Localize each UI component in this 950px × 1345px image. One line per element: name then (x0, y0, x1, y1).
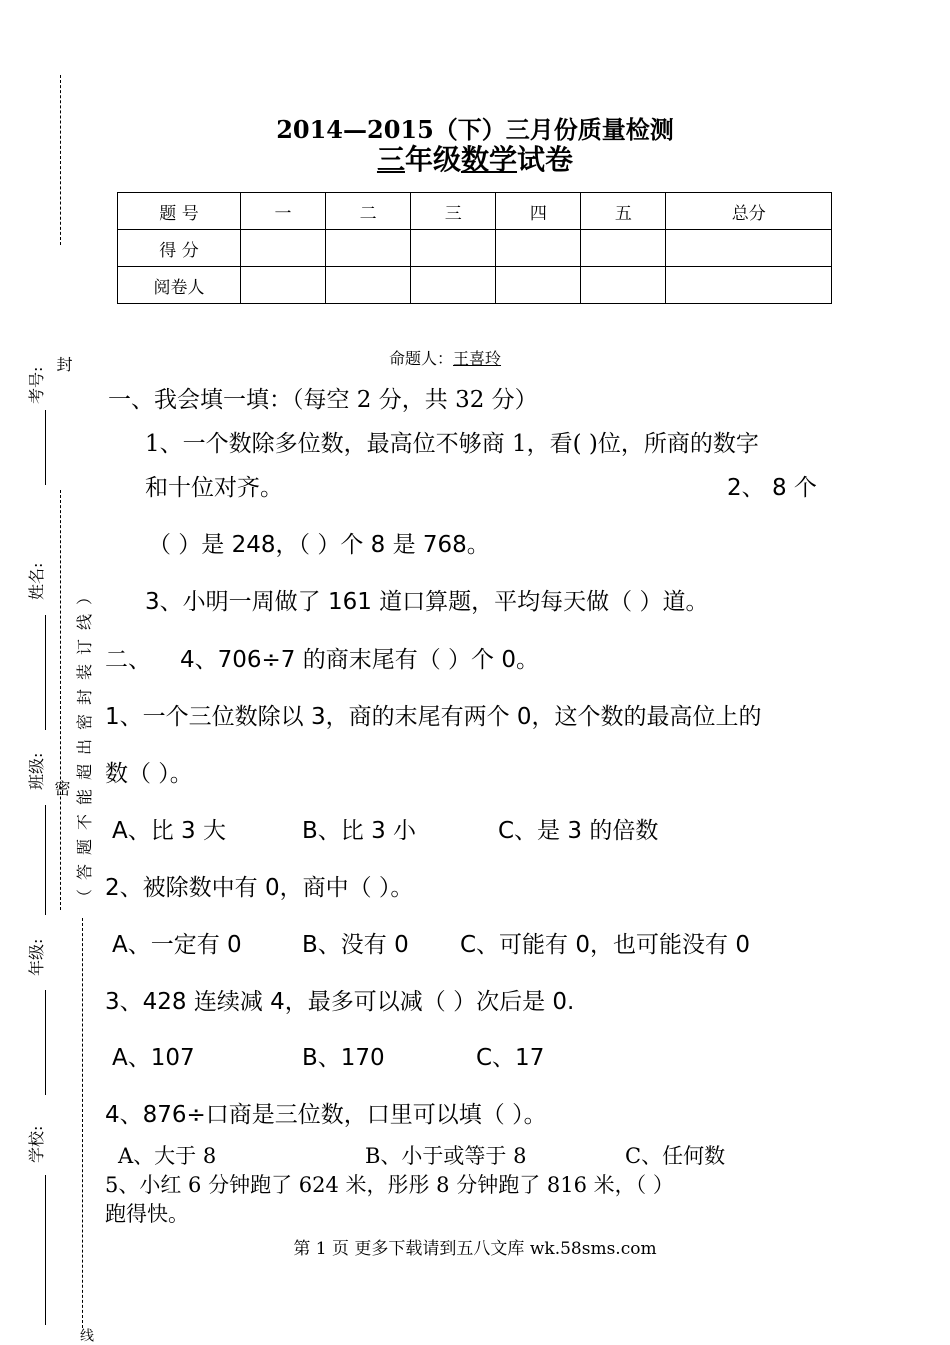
seal-char-1: 封 (54, 356, 73, 372)
question-4: 4、706÷7 的商末尾有（ ）个 0。 (180, 647, 540, 673)
section1-heading: 一、我会填一填：（每空 2 分，共 32 分） (108, 387, 538, 413)
choice-2-option-a: A、一定有 0 (112, 932, 242, 958)
question-2-cont: （ ）是 248，（ ）个 8 是 768。 (148, 532, 490, 558)
choice-4-option-b: B、小于或等于 8 (365, 1144, 527, 1168)
class-label: 班级: (27, 752, 46, 790)
reviewer-cell[interactable] (411, 267, 496, 304)
reviewer-cell[interactable] (326, 267, 411, 304)
author-name: 王喜玲 (453, 349, 502, 368)
score-row-label: 得 分 (118, 230, 241, 267)
score-cell[interactable] (581, 230, 666, 267)
choice-3: 3、428 连续减 4，最多可以减（ ）次后是 0. (105, 989, 575, 1015)
title-subject: 数学 (461, 143, 518, 176)
page-footer: 第 1 页 更多下载请到五八文库 wk.58sms.com (293, 1239, 657, 1259)
score-table (117, 192, 832, 304)
question-2-start: 2、 8 个 (727, 475, 817, 501)
score-header-cell: 题 号 (118, 193, 241, 230)
binding-dashed-line-bottom (82, 918, 83, 1328)
choice-1-line2: 数（ ）。 (105, 761, 193, 787)
reviewer-cell[interactable] (496, 267, 581, 304)
reviewer-cell[interactable] (666, 267, 832, 304)
class-underline (45, 805, 46, 915)
grade-underline (45, 990, 46, 1095)
binding-warning: （答题不能超出密封装订线） (75, 579, 94, 905)
score-header-cell: 五 (581, 193, 666, 230)
score-header-cell: 四 (496, 193, 581, 230)
choice-1-option-c: C、是 3 的倍数 (498, 818, 659, 844)
grade-label: 年级: (27, 938, 46, 976)
section2-heading: 二、 (105, 647, 151, 673)
score-cell[interactable] (326, 230, 411, 267)
reviewer-row-label: 阅卷人 (118, 267, 241, 304)
exam-no-underline (45, 410, 46, 485)
exam-title-line2 (0, 138, 950, 178)
choice-2-option-b: B、没有 0 (302, 932, 409, 958)
binding-dashed-line-middle (60, 490, 61, 910)
question-1-line1: 1、一个数除多位数，最高位不够商 1，看( )位，所商的数字 (145, 431, 759, 457)
choice-4-option-c: C、任何数 (625, 1144, 726, 1168)
reviewer-cell[interactable] (241, 267, 326, 304)
question-1-line2: 和十位对齐。 (145, 475, 283, 501)
choice-1-option-a: A、比 3 大 (112, 818, 226, 844)
choice-3-option-a: A、107 (112, 1045, 195, 1071)
name-underline (45, 615, 46, 730)
choice-3-option-c: C、17 (476, 1045, 545, 1071)
score-header-cell: 一 (241, 193, 326, 230)
score-cell[interactable] (496, 230, 581, 267)
score-table-header-row (118, 193, 832, 230)
name-label: 姓名: (27, 562, 46, 600)
title-paper: 试卷 (517, 143, 574, 176)
choice-2-option-c: C、可能有 0，也可能没有 0 (460, 932, 750, 958)
question-3: 3、小明一周做了 161 道口算题，平均每天做（ ）道。 (145, 589, 709, 615)
choice-4: 4、876÷口商是三位数，口里可以填（ ）。 (105, 1102, 547, 1128)
choice-3-option-b: B、170 (302, 1045, 385, 1071)
score-header-cell: 三 (411, 193, 496, 230)
exam-no-label: 考号: (27, 366, 46, 404)
score-cell[interactable] (666, 230, 832, 267)
title-grade-suffix: 年级 (404, 143, 461, 176)
author-label: 命题人： (388, 349, 453, 368)
score-table-row (118, 267, 832, 304)
score-cell[interactable] (411, 230, 496, 267)
choice-1-option-b: B、比 3 小 (302, 818, 417, 844)
author-line (0, 346, 890, 369)
school-label: 学校: (27, 1125, 46, 1163)
line-char: 线 (78, 1328, 94, 1342)
choice-5-line2: 跑得快。 (105, 1202, 189, 1226)
score-header-cell: 总分 (666, 193, 832, 230)
choice-2: 2、被除数中有 0，商中（ ）。 (105, 875, 414, 901)
score-table-row (118, 230, 832, 267)
title-grade-char: 三 (376, 143, 405, 176)
score-cell[interactable] (241, 230, 326, 267)
reviewer-cell[interactable] (581, 267, 666, 304)
seal-char-2: 密 (52, 780, 71, 796)
score-header-cell: 二 (326, 193, 411, 230)
choice-4-option-a: A、大于 8 (118, 1144, 217, 1168)
exam-title-line1: 2014—2015（下）三月份质量检测 (276, 115, 674, 144)
choice-5-line1: 5、小红 6 分钟跑了 624 米，彤彤 8 分钟跑了 816 米，（ ） (105, 1173, 674, 1197)
choice-1-line1: 1、一个三位数除以 3，商的末尾有两个 0，这个数的最高位上的 (105, 704, 762, 730)
